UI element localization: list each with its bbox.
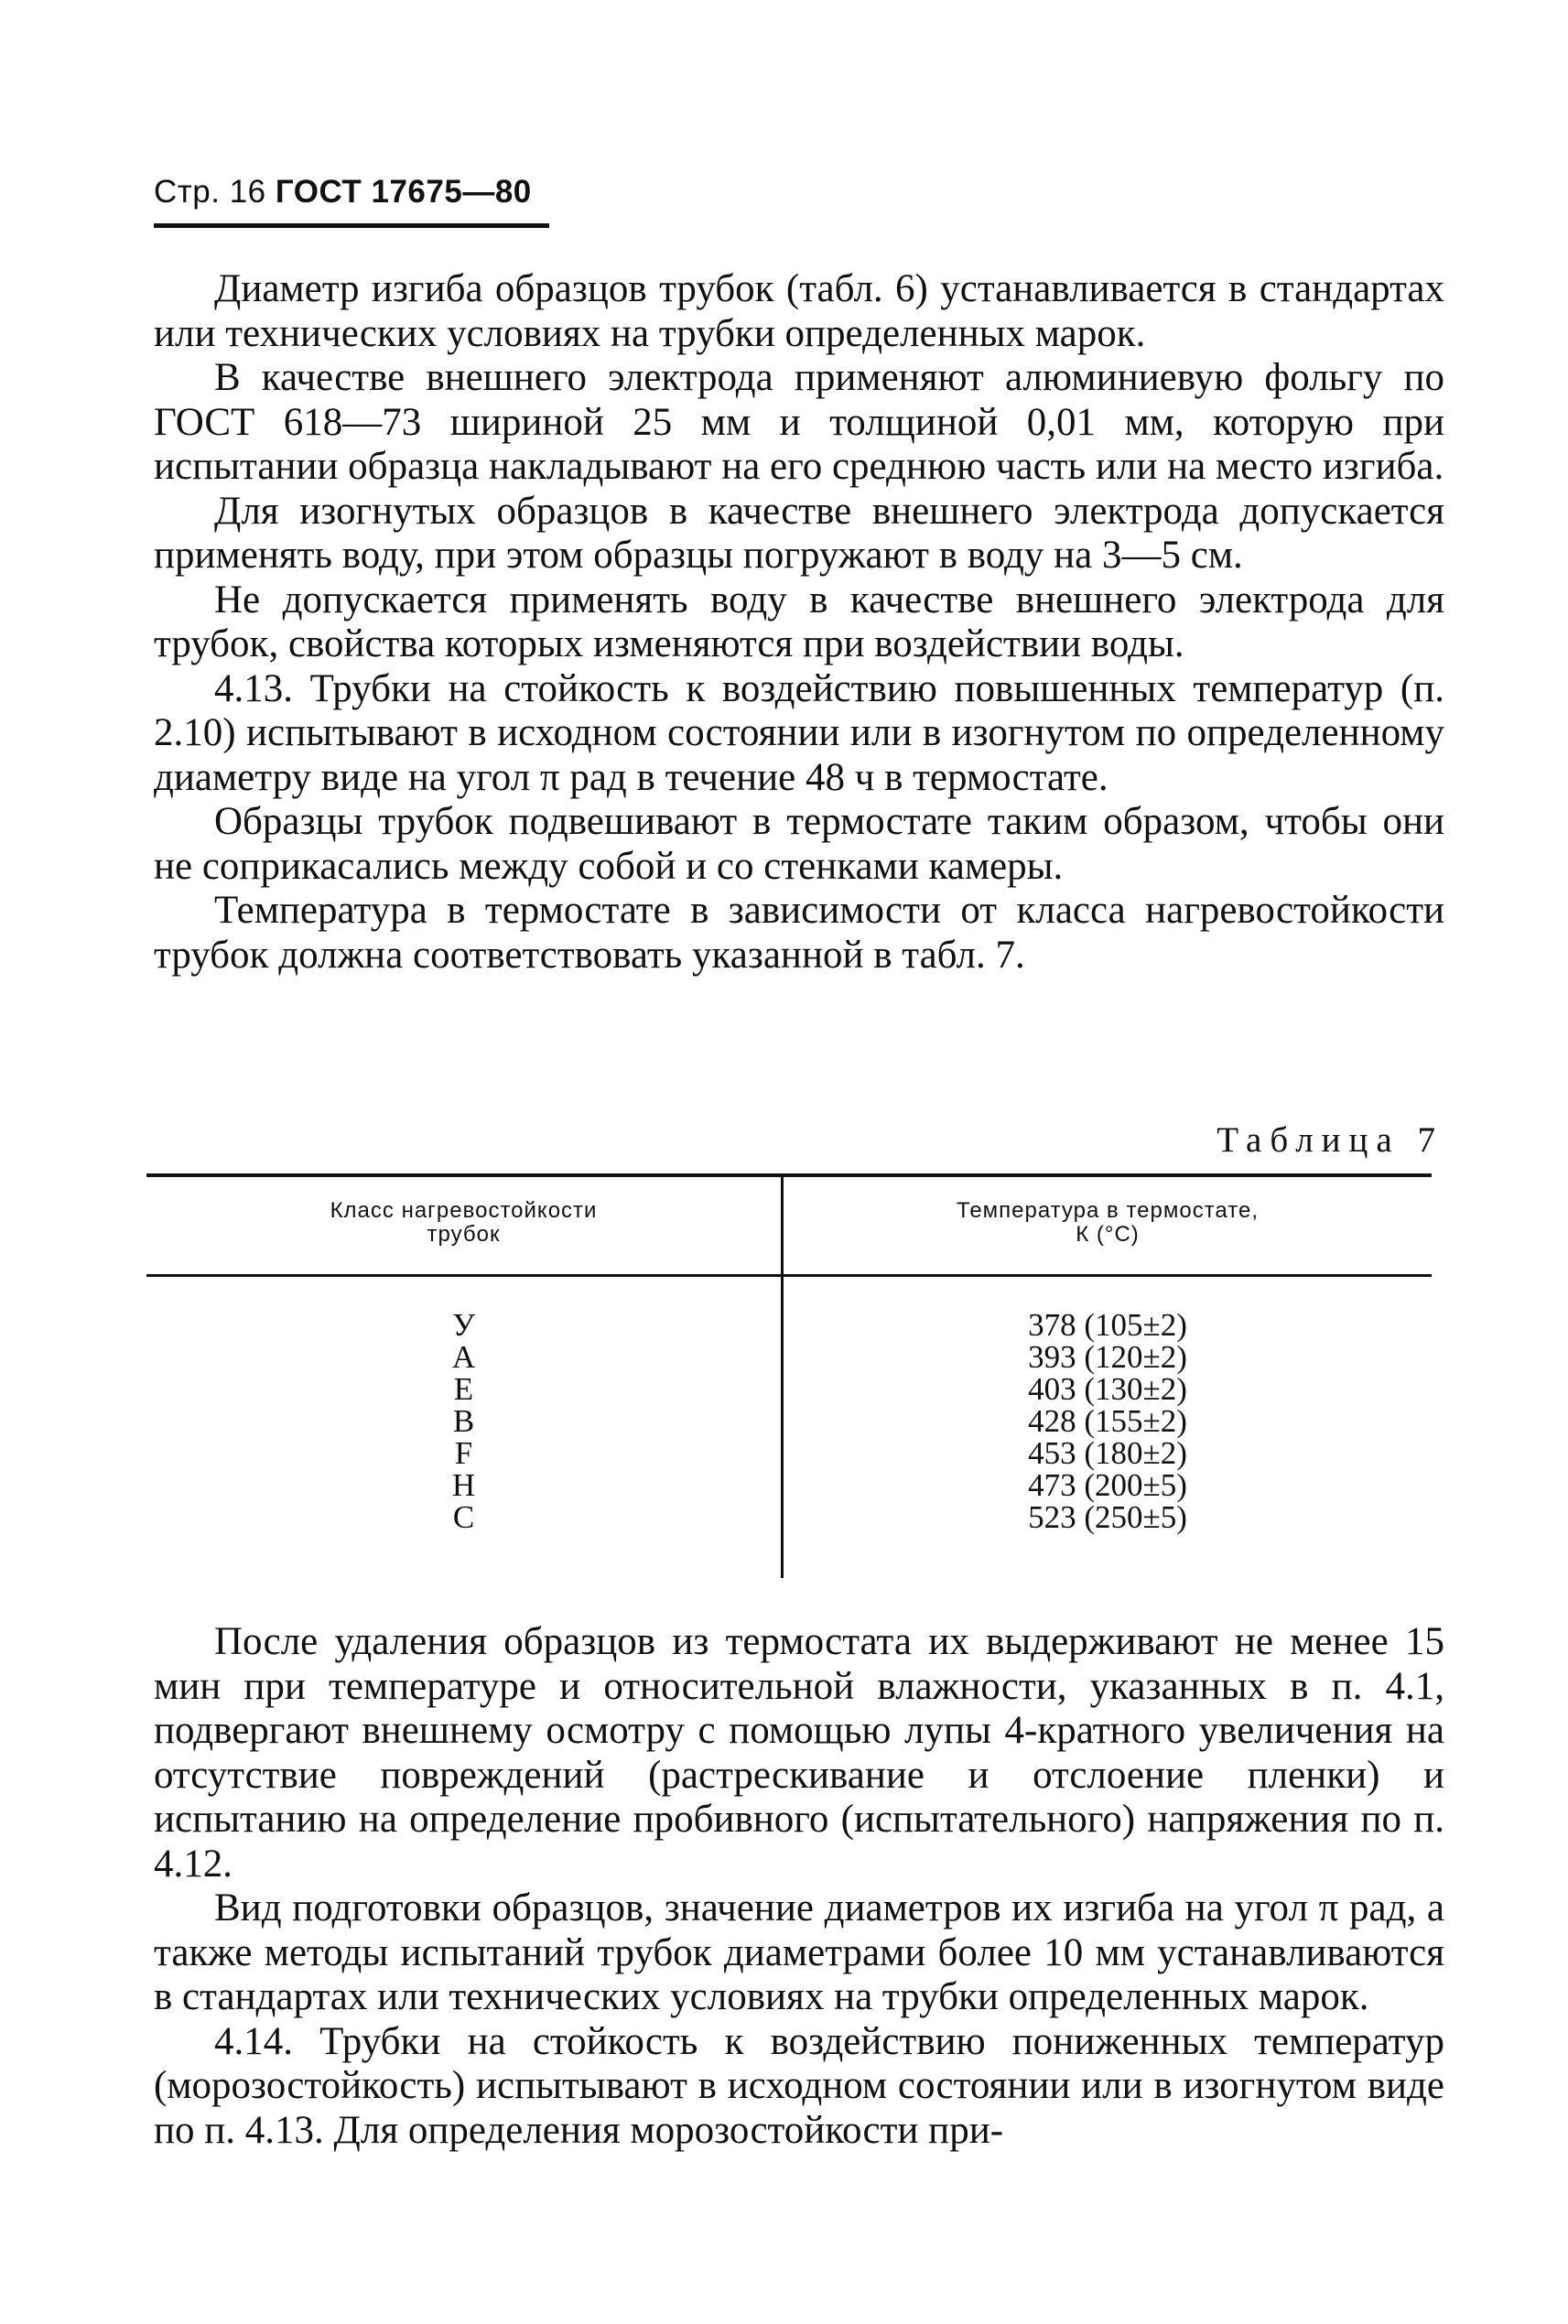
- paragraph: Вид подготовки образцов, значение диаметров их изгиба на угол π рад, а также методы испытаний трубок диаметрами более 10 мм устанавливаются в стандартах или технических условиях на трубки определенных марок.: [154, 1886, 1445, 2018]
- header-rule: [154, 223, 549, 228]
- text-block-top: [154, 267, 1444, 978]
- table-cell-temp: 453 (180±2): [1028, 1435, 1187, 1471]
- table-top-rule: [146, 1173, 1432, 1177]
- paragraph: Образцы трубок подвешивают в термостате таким образом, чтобы они не соприкасались между собой и со стенками камеры.: [154, 800, 1444, 888]
- paragraph: В качестве внешнего электрода применяют алюминиевую фольгу по ГОСТ 618—73 шириной 25 мм и толщиной 0,01 мм, которую при испытании образца накладывают на его среднюю часть или на место изгиба.: [154, 356, 1444, 488]
- paragraph: После удаления образцов из термостата их выдерживают не менее 15 мин при температуре и относительной влажности, указанных в п. 4.1, подвергают внешнему осмотру с помощью лупы 4-кратного увеличения на отсутствие повреждений (растрескивание и отслоение пленки) и испытанию на определение пробивного (испытательного) напряжения по п. 4.12.: [154, 1620, 1444, 1886]
- standard-number: ГОСТ 17675—80: [275, 174, 532, 210]
- column-header-temp-line1: Температура в термостате,: [957, 1198, 1259, 1223]
- table-caption: Таблица 7: [1217, 1120, 1444, 1160]
- paragraph: Температура в термостате в зависимости от класса нагревостойкости трубок должна соответствовать указанной в табл. 7.: [154, 889, 1444, 977]
- column-header-temp-line2: К (°С): [1076, 1222, 1140, 1247]
- column-header-class-line1: Класс нагревостойкости: [330, 1198, 598, 1223]
- table-cell-temp: 428 (155±2): [1028, 1403, 1187, 1439]
- table-cell-class: Н: [451, 1467, 476, 1503]
- paragraph: Не допускается применять воду в качестве внешнего электрода для трубок, свойства которых изменяются при воздействии воды.: [154, 578, 1444, 665]
- table-7: [146, 1173, 1432, 1578]
- column-classes: [146, 1309, 781, 1533]
- column-header-class-line2: трубок: [427, 1222, 501, 1247]
- table-cell-class: F: [454, 1435, 473, 1471]
- table-cell-temp: 473 (200±5): [1028, 1467, 1187, 1503]
- column-temperatures: [784, 1309, 1432, 1533]
- page-header: [154, 174, 532, 211]
- table-cell-class: Е: [453, 1371, 474, 1407]
- table-header-rule: [146, 1274, 1432, 1277]
- table-cell-temp: 403 (130±2): [1028, 1371, 1187, 1407]
- section-4-14: 4.14. Трубки на стойкость к воздействию пониженных температур (морозостойкость) испытывают в исходном состоянии или в изогнутом виде по п. 4.13. Для определения морозостойкости при-: [154, 2019, 1444, 2152]
- page-number: Стр. 16: [154, 174, 266, 210]
- table-cell-class: А: [451, 1339, 476, 1375]
- text-block-bottom: [154, 1620, 1444, 2153]
- paragraph: Диаметр изгиба образцов трубок (табл. 6) устанавливается в стандартах или технических условиях на трубки определенных марок.: [154, 267, 1444, 355]
- column-header-class: [146, 1199, 781, 1247]
- table-cell-temp: 393 (120±2): [1028, 1339, 1187, 1375]
- table-cell-temp: 378 (105±2): [1028, 1307, 1187, 1343]
- section-4-13: 4.13. Трубки на стойкость к воздействию повышенных температур (п. 2.10) испытывают в исходном состоянии или в изогнутом по определенному диаметру виде на угол π рад в течение 48 ч в термостате.: [154, 666, 1444, 799]
- table-cell-class: У: [452, 1307, 475, 1343]
- paragraph: Для изогнутых образцов в качестве внешнего электрода допускается применять воду, при этом образцы погружают в воду на 3—5 см.: [154, 489, 1444, 577]
- table-cell-class: С: [452, 1499, 475, 1535]
- table-cell-class: В: [452, 1403, 475, 1439]
- table-cell-temp: 523 (250±5): [1028, 1499, 1187, 1535]
- column-header-temperature: [784, 1199, 1432, 1247]
